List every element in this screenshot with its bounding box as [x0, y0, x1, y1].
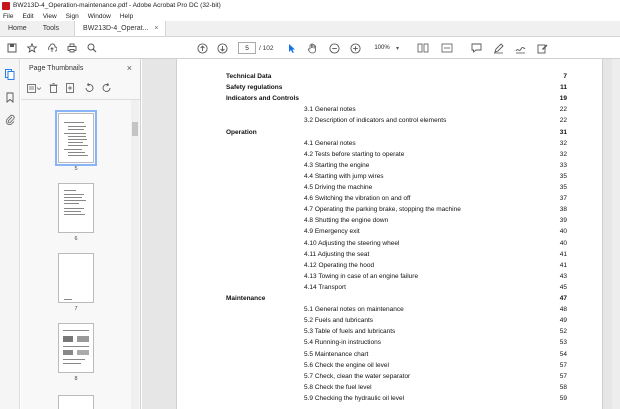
toc-page-number: 47: [559, 295, 567, 302]
toc-title: 4.12 Operating the hood: [304, 261, 375, 269]
toc-title: 5.2 Fuels and lubricants: [304, 317, 374, 325]
bookmarks-icon[interactable]: [5, 92, 15, 103]
thumbnail-page-9[interactable]: [58, 395, 94, 409]
menu-help[interactable]: Help: [119, 12, 134, 20]
toc-page-number: 33: [559, 161, 567, 169]
toc-title: 4.11 Adjusting the seat: [304, 250, 370, 258]
toc-page-number: 40: [559, 228, 567, 236]
toc-page-number: 53: [559, 339, 567, 347]
toc-title: 4.5 Driving the machine: [304, 184, 373, 191]
page-thumbnails-panel: [21, 59, 141, 409]
thumbnail-label: 5: [74, 166, 78, 172]
toc-page-number: 57: [559, 361, 567, 369]
toc-entry[interactable]: [177, 273, 604, 283]
toc-entry[interactable]: [177, 351, 604, 361]
tab-home[interactable]: Home: [8, 25, 27, 32]
toc-title: 4.10 Adjusting the steering wheel: [304, 239, 400, 247]
toc-page-number: 32: [559, 150, 567, 158]
toc-entry[interactable]: [177, 195, 604, 205]
toc-entry[interactable]: [177, 306, 604, 316]
toc-entry[interactable]: [177, 240, 604, 250]
zoom-out-icon[interactable]: [328, 41, 340, 55]
toc-title: 5.5 Maintenance chart: [304, 350, 369, 358]
toc-page-number: 22: [559, 106, 567, 114]
options-menu-icon[interactable]: [27, 84, 41, 95]
prev-page-icon[interactable]: [196, 41, 208, 55]
bookmark-star-icon[interactable]: [26, 41, 38, 55]
toc-title: 5.4 Running-in instructions: [304, 339, 381, 347]
toc-title: Operation: [226, 128, 257, 136]
toc-section[interactable]: [177, 73, 604, 83]
menu-sign[interactable]: Sign: [65, 12, 79, 20]
toc-title: 4.13 Towing in case of an engine failure: [304, 272, 419, 280]
toc-title: 4.3 Starting the engine: [304, 161, 370, 169]
zoom-dropdown-icon[interactable]: ▾: [396, 46, 400, 52]
toc-page-number: 43: [559, 272, 567, 280]
tab-close-icon[interactable]: ×: [154, 25, 159, 32]
toc-page-number: 35: [559, 172, 567, 180]
toc-entry[interactable]: [177, 384, 604, 394]
comment-icon[interactable]: [470, 41, 482, 55]
toc-entry[interactable]: [177, 251, 604, 261]
toc-title: 5.6 Check the engine oil level: [304, 361, 389, 369]
toc-page-number: 7: [563, 73, 567, 80]
thumbnail-page-6[interactable]: [58, 183, 94, 233]
toc-section[interactable]: [177, 95, 604, 105]
thumbnail-page-8[interactable]: [58, 323, 94, 373]
toc-entry[interactable]: [177, 106, 604, 116]
attachments-icon[interactable]: [5, 114, 15, 125]
menu-view[interactable]: View: [42, 12, 57, 20]
menu-edit[interactable]: Edit: [22, 12, 34, 20]
toc-page-number: 19: [559, 95, 567, 103]
panel-tools: [27, 82, 120, 96]
fit-page-icon[interactable]: [440, 41, 454, 55]
tab-document-label: BW213D-4_Operat...: [83, 25, 149, 32]
save-icon[interactable]: [6, 41, 18, 55]
toc-page-number: 37: [559, 195, 567, 203]
title-bar: [0, 0, 620, 11]
toc-page-number: 59: [559, 394, 567, 402]
toc-title: Safety regulations: [226, 84, 283, 92]
thumbnail-page-7[interactable]: [58, 253, 94, 303]
toc-page-number: 54: [559, 350, 567, 358]
toc-title: 4.14 Transport: [304, 283, 346, 291]
toc-title: 4.2 Tests before starting to operate: [304, 150, 405, 158]
toc-entry[interactable]: [177, 173, 604, 183]
toolbar: [0, 37, 620, 59]
zoom-level[interactable]: 100%: [374, 45, 390, 51]
toc-title: 4.8 Shutting the engine down: [304, 217, 389, 225]
window-title: BW213D-4_Operation-maintenance.pdf - Adobe Acrobat Pro DC (32-bit): [13, 2, 221, 9]
toc-title: 5.1 General notes on maintenance: [304, 306, 404, 314]
tab-document[interactable]: [74, 21, 165, 36]
toc-title: 5.3 Table of fuels and lubricants: [304, 328, 396, 336]
toc-title: 5.7 Check, clean the water separator: [304, 372, 411, 380]
page-layout-icon[interactable]: [416, 41, 430, 55]
toc-entry[interactable]: [177, 162, 604, 172]
insert-page-icon[interactable]: [66, 83, 76, 95]
toc-page-number: 11: [560, 84, 567, 92]
toc-page-number: 40: [559, 239, 567, 247]
select-cursor-icon[interactable]: [286, 41, 298, 55]
toc-section[interactable]: [177, 129, 604, 139]
panel-divider: [21, 99, 140, 100]
toc-page-number: 41: [559, 250, 567, 258]
toc-entry[interactable]: [177, 140, 604, 150]
acrobat-app-icon: [2, 2, 10, 10]
toc-entry[interactable]: [177, 284, 604, 294]
highlight-pen-icon[interactable]: [492, 41, 504, 55]
toc-page-number: 48: [559, 306, 567, 314]
page-thumbnails-icon[interactable]: [5, 69, 15, 80]
next-page-icon[interactable]: [216, 41, 228, 55]
toc-entry[interactable]: [177, 339, 604, 349]
thumbnail-scroll-thumb[interactable]: [132, 122, 138, 136]
hand-tool-icon[interactable]: [306, 41, 318, 55]
zoom-in-icon[interactable]: [349, 41, 361, 55]
toc-page-number: 35: [559, 184, 567, 191]
toc-title: 3.1 General notes: [304, 106, 356, 114]
toc-page-number: 31: [559, 128, 567, 136]
toc-page-number: 52: [559, 328, 567, 336]
thumbnail-scrollbar[interactable]: [131, 100, 139, 409]
page-count: / 102: [259, 45, 274, 52]
toc-entry[interactable]: [177, 206, 604, 216]
toc-page-number: 58: [559, 383, 567, 391]
menu-bar: [0, 11, 620, 21]
fill-sign-icon[interactable]: [536, 41, 548, 55]
navigation-rail: [0, 59, 20, 409]
thumbnail-page-5[interactable]: [58, 113, 94, 163]
toc-page-number: 22: [559, 117, 567, 125]
print-icon[interactable]: [66, 41, 78, 55]
toc-page-number: 39: [559, 217, 567, 225]
pdf-page: [176, 59, 603, 409]
thumbnail-label: 8: [74, 376, 78, 382]
rotate-left-icon[interactable]: [84, 83, 94, 95]
toc-entry[interactable]: [177, 362, 604, 372]
toc-title: 3.2 Description of indicators and control elements: [304, 117, 447, 125]
toc-title: 4.1 General notes: [304, 139, 356, 147]
toc-page-number: 32: [559, 139, 567, 147]
toc-page-number: 38: [559, 206, 567, 214]
toc-entry[interactable]: [177, 262, 604, 272]
toc-entry[interactable]: [177, 151, 604, 161]
search-icon[interactable]: [86, 41, 98, 55]
menu-file[interactable]: File: [3, 12, 14, 20]
toc-title: 4.6 Switching the vibration on and off: [304, 195, 411, 203]
toc-title: Indicators and Controls: [226, 95, 299, 103]
toc-title: Technical Data: [226, 73, 272, 80]
upload-icon[interactable]: [46, 41, 58, 55]
toc-title: Maintenance: [226, 295, 266, 302]
toc-title: 5.9 Checking the hydraulic oil level: [304, 394, 405, 402]
document-view: [142, 59, 620, 409]
toc-entry[interactable]: [177, 184, 604, 194]
toc-page-number: 49: [559, 317, 567, 325]
toc-entry[interactable]: [177, 228, 604, 238]
delete-page-icon[interactable]: [49, 83, 58, 95]
toc-entry[interactable]: [177, 317, 604, 327]
sign-icon[interactable]: [514, 41, 526, 55]
toc-title: 4.7 Operating the parking brake, stopping the machine: [304, 206, 461, 214]
menu-window[interactable]: Window: [87, 12, 111, 20]
toc-page-number: 45: [559, 283, 567, 291]
panel-title: Page Thumbnails: [29, 65, 84, 72]
toc-title: 4.4 Starting with jump wires: [304, 172, 384, 180]
thumbnail-label: 7: [74, 306, 78, 312]
toc-entry[interactable]: [177, 117, 604, 127]
thumbnail-label: 6: [74, 236, 78, 242]
toc-entry[interactable]: [177, 217, 604, 227]
document-scrollbar[interactable]: [612, 59, 620, 409]
toc-title: 5.8 Check the fuel level: [304, 383, 372, 391]
tab-tools[interactable]: Tools: [42, 25, 60, 32]
close-panel-icon[interactable]: ×: [126, 63, 132, 73]
toc-entry[interactable]: [177, 328, 604, 338]
toc-section[interactable]: [177, 84, 604, 94]
rotate-right-icon[interactable]: [102, 83, 112, 95]
toc-section[interactable]: [177, 295, 604, 305]
toc-page-number: 41: [559, 261, 567, 269]
toc-entry[interactable]: [177, 373, 604, 383]
toc-title: 4.9 Emergency exit: [304, 228, 360, 236]
toc-entry[interactable]: [177, 395, 604, 405]
toc-page-number: 57: [559, 372, 567, 380]
page-number-input[interactable]: 5: [238, 42, 256, 54]
tab-bar: [0, 21, 620, 37]
